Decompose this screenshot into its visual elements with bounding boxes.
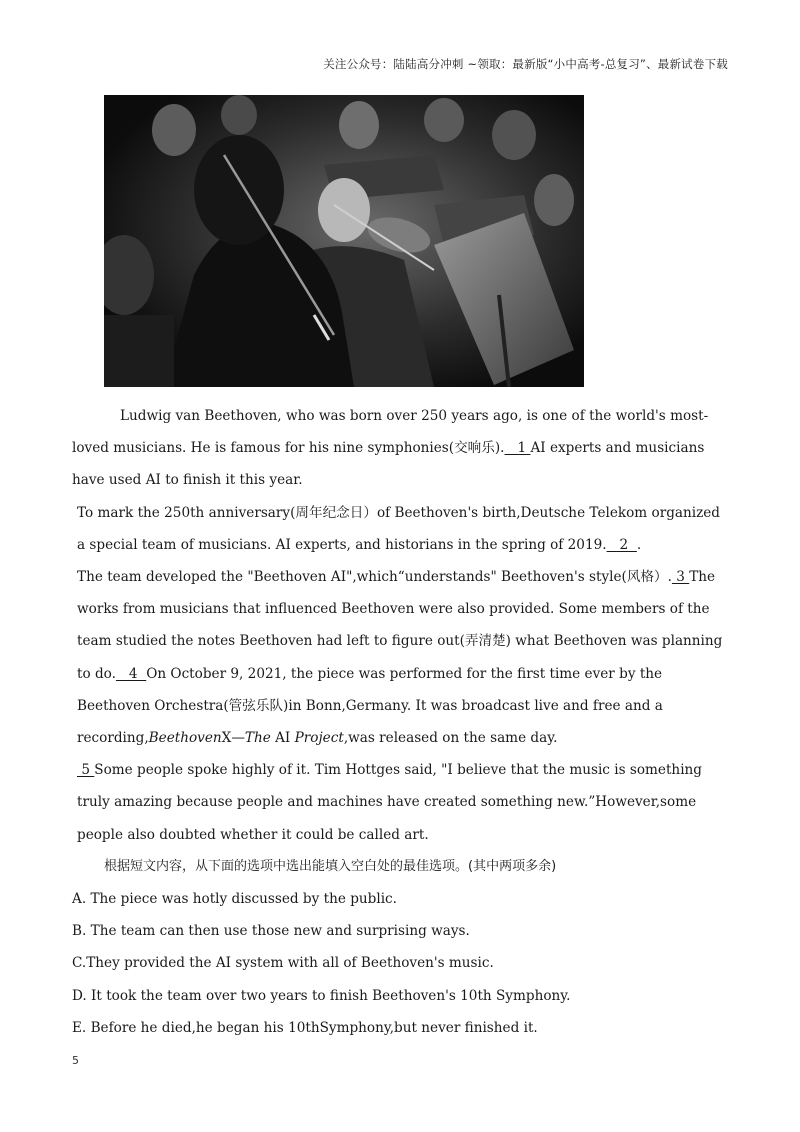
orchestra-photo	[104, 95, 584, 387]
paragraph-4	[72, 754, 732, 851]
paragraph-3-text-a: The team developed the "Beethoven AI",which“understands" Beethoven's style(风格）.	[77, 569, 672, 586]
recording-title-c: The	[244, 730, 271, 747]
paragraph-1-text-a: Ludwig van Beethoven, who was born over 250 years ago, is one of the world's most-loved musicians. He is famous for his nine symphonies(交响乐).	[72, 408, 709, 457]
paragraph-2	[72, 497, 732, 561]
instruction: 根据短文内容，从下面的选项中选出能填入空白处的最佳选项。(其中两项多余)	[104, 858, 557, 874]
recording-title-b: X—	[221, 730, 245, 747]
blank-2: 2	[606, 536, 637, 553]
paragraph-3-text-d: ,was released on the same day.	[343, 730, 558, 747]
blank-4: 4	[115, 665, 147, 682]
paragraph-3	[72, 561, 732, 754]
option-d: D. It took the team over two years to finish Beethoven's 10th Symphony.	[72, 987, 571, 1004]
recording-title-e: Project	[294, 730, 344, 747]
passage	[72, 400, 732, 1044]
paragraph-1	[72, 400, 732, 497]
recording-title-d: AI	[270, 730, 295, 747]
recording-title-a: Beethoven	[148, 730, 222, 747]
option-e: E. Before he died,he began his 10thSymphony,but never finished it.	[72, 1019, 538, 1036]
paragraph-3-text-c: On October 9, 2021, the piece was performed for the first time ever by the Beethoven Orchestra(管弦乐队)in Bonn,Germany. It was broadcast live and free and a recording,	[77, 665, 663, 747]
page-header: 关注公众号：陆陆高分冲刺 ~领取：最新版“小中高考-总复习”、最新试卷下载	[323, 57, 728, 71]
page-number: 5	[72, 1054, 79, 1067]
paragraph-2-text-b: .	[636, 536, 642, 553]
option-c: C.They provided the AI system with all of Beethoven's music.	[72, 955, 494, 972]
paragraph-3-text-b: The works from musicians that influenced Beethoven were also provided. Some members of the team studied the notes Beethoven had left to figure out(弄清楚) what Beethoven was planning to do.	[77, 569, 723, 682]
blank-5: 5	[77, 762, 95, 779]
orchestra-photo-image	[104, 95, 584, 387]
paragraph-1-text-b: AI experts and musicians have used AI to finish it this year.	[72, 440, 705, 489]
blank-3: 3	[671, 569, 690, 586]
option-a: A. The piece was hotly discussed by the public.	[72, 891, 397, 908]
paragraph-4-text-a: Some people spoke highly of it. Tim Hottges said, "I believe that the music is something truly amazing because people and machines have created something new.”However,some people also doubted whether it could be called art.	[77, 762, 702, 843]
paragraph-2-text-a: To mark the 250th anniversary(周年纪念日）of Beethoven's birth,Deutsche Telekom organized a special team of musicians. AI experts, and historians in the spring of 2019.	[77, 504, 721, 553]
blank-1: 1	[504, 440, 531, 457]
option-b: B. The team can then use those new and surprising ways.	[72, 923, 470, 940]
